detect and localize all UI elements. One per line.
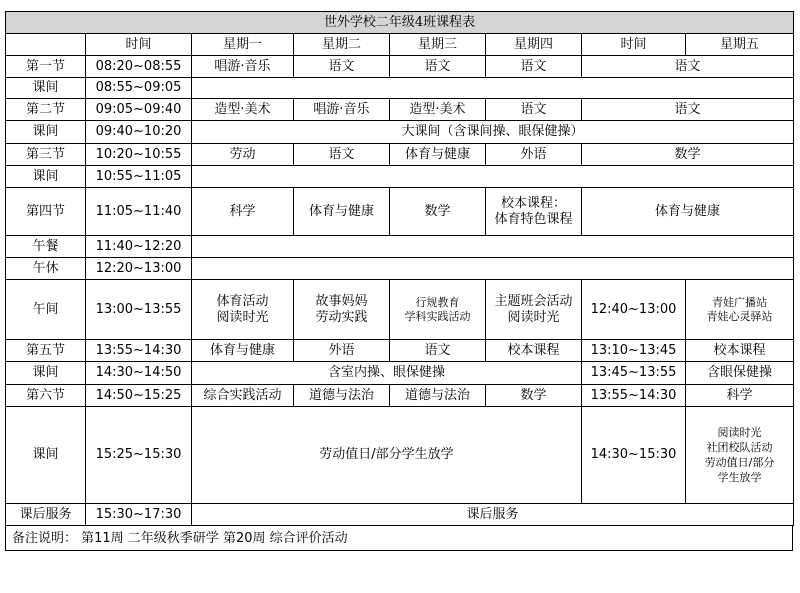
cell-wednesday (390, 280, 486, 340)
table-row (6, 188, 794, 236)
cell-wednesday: 语文 (390, 340, 486, 362)
cell-empty (192, 258, 794, 280)
table-row (6, 280, 794, 340)
cell-monday: 劳动 (192, 144, 294, 166)
cell-friday-time: 14:30~15:30 (582, 407, 686, 504)
cell-monday (192, 280, 294, 340)
row-time: 09:40~10:20 (86, 121, 192, 144)
row-label: 课后服务 (6, 504, 86, 526)
cell-friday-time: 13:10~13:45 (582, 340, 686, 362)
cell-friday: 含眼保健操 (686, 362, 794, 385)
row-label: 午餐 (6, 236, 86, 258)
table-row (6, 166, 794, 188)
row-time: 15:30~17:30 (86, 504, 192, 526)
cell-thursday: 外语 (486, 144, 582, 166)
cell-line: 体育活动 (216, 293, 269, 309)
cell-wednesday: 数学 (390, 188, 486, 236)
cell-line: 社团校队活动 (706, 441, 773, 454)
row-label: 第三节 (6, 144, 86, 166)
cell-tuesday: 语文 (294, 144, 390, 166)
table-row (6, 385, 794, 407)
row-time: 12:20~13:00 (86, 258, 192, 280)
table-row (6, 504, 794, 526)
row-label: 课间 (6, 121, 86, 144)
cell-friday: 校本课程 (686, 340, 794, 362)
cell-line: 青娃心灵驿站 (706, 309, 773, 323)
cell-line: 学生放学 (717, 471, 762, 484)
row-label: 第二节 (6, 99, 86, 121)
table-row (6, 99, 794, 121)
timetable-sheet (5, 11, 793, 551)
cell-line: 阅读时光 (507, 309, 560, 325)
header-time: 时间 (86, 34, 192, 56)
row-label: 第五节 (6, 340, 86, 362)
row-label: 第一节 (6, 56, 86, 78)
cell-tuesday: 道德与法治 (294, 385, 390, 407)
cell-thursday: 数学 (486, 385, 582, 407)
cell-empty (192, 236, 794, 258)
row-label: 课间 (6, 407, 86, 504)
row-label: 午休 (6, 258, 86, 280)
row-label: 课间 (6, 78, 86, 99)
row-time: 08:55~09:05 (86, 78, 192, 99)
cell-monday: 造型·美术 (192, 99, 294, 121)
cell-wednesday: 体育与健康 (390, 144, 486, 166)
table-row (6, 340, 794, 362)
cell-tuesday: 体育与健康 (294, 188, 390, 236)
cell-monday: 体育与健康 (192, 340, 294, 362)
cell-tuesday: 语文 (294, 56, 390, 78)
cell-tuesday: 外语 (294, 340, 390, 362)
cell-wednesday: 道德与法治 (390, 385, 486, 407)
row-label: 第六节 (6, 385, 86, 407)
row-time: 13:00~13:55 (86, 280, 192, 340)
cell-line: 主题班会活动 (494, 293, 573, 309)
header-thursday: 星期四 (486, 34, 582, 56)
cell-monday: 科学 (192, 188, 294, 236)
row-time: 11:40~12:20 (86, 236, 192, 258)
row-time: 10:20~10:55 (86, 144, 192, 166)
cell-line: 行规教育 (415, 295, 460, 309)
row-time: 14:50~15:25 (86, 385, 192, 407)
cell-monday: 唱游·音乐 (192, 56, 294, 78)
cell-wednesday: 语文 (390, 56, 486, 78)
header-wednesday: 星期三 (390, 34, 486, 56)
cell-friday: 语文 (582, 99, 794, 121)
table-row (6, 144, 794, 166)
row-time: 08:20~08:55 (86, 56, 192, 78)
page-title: 世外学校二年级4班课程表 (6, 12, 794, 34)
header-row (6, 34, 794, 56)
cell-line: 阅读时光 (717, 426, 762, 439)
table-row (6, 236, 794, 258)
cell-span: 劳动值日/部分学生放学 (192, 407, 582, 504)
cell-tuesday (294, 280, 390, 340)
cell-tuesday: 唱游·音乐 (294, 99, 390, 121)
timetable (5, 11, 794, 526)
row-time: 15:25~15:30 (86, 407, 192, 504)
cell-friday: 数学 (582, 144, 794, 166)
cell-thursday: 校本课程 (486, 340, 582, 362)
row-time: 11:05~11:40 (86, 188, 192, 236)
cell-line: 学科实践活动 (404, 309, 471, 323)
row-label: 第四节 (6, 188, 86, 236)
cell-empty (192, 78, 794, 99)
table-row (6, 121, 794, 144)
cell-line: 劳动实践 (315, 309, 368, 325)
row-time: 14:30~14:50 (86, 362, 192, 385)
cell-thursday: 语文 (486, 99, 582, 121)
row-time: 13:55~14:30 (86, 340, 192, 362)
cell-span: 课后服务 (192, 504, 794, 526)
header-friday: 星期五 (686, 34, 794, 56)
cell-line: 校本课程： (500, 195, 566, 211)
cell-friday-time: 13:55~14:30 (582, 385, 686, 407)
header-tuesday: 星期二 (294, 34, 390, 56)
row-time: 10:55~11:05 (86, 166, 192, 188)
cell-friday: 科学 (686, 385, 794, 407)
cell-line: 青娃广播站 (712, 295, 768, 309)
cell-line: 劳动值日/部分 (704, 456, 775, 469)
cell-line: 故事妈妈 (315, 293, 368, 309)
cell-wednesday: 造型·美术 (390, 99, 486, 121)
cell-friday: 体育与健康 (582, 188, 794, 236)
row-label: 课间 (6, 362, 86, 385)
footnote: 备注说明： 第11周 二年级秋季研学 第20周 综合评价活动 (5, 526, 793, 551)
cell-friday (686, 280, 794, 340)
title-row (6, 12, 794, 34)
row-label: 课间 (6, 166, 86, 188)
cell-empty (192, 166, 794, 188)
table-row (6, 362, 794, 385)
cell-thursday: 语文 (486, 56, 582, 78)
cell-thursday (486, 188, 582, 236)
header-monday: 星期一 (192, 34, 294, 56)
cell-monday: 综合实践活动 (192, 385, 294, 407)
cell-friday (686, 407, 794, 504)
cell-thursday (486, 280, 582, 340)
cell-friday-time: 13:45~13:55 (582, 362, 686, 385)
header-corner (6, 34, 86, 56)
table-row (6, 56, 794, 78)
cell-line: 阅读时光 (216, 309, 269, 325)
cell-line: 体育特色课程 (494, 211, 573, 227)
table-row (6, 78, 794, 99)
cell-span: 含室内操、眼保健操 (192, 362, 582, 385)
header-friday-time: 时间 (582, 34, 686, 56)
row-time: 09:05~09:40 (86, 99, 192, 121)
table-row (6, 407, 794, 504)
cell-friday-time: 12:40~13:00 (582, 280, 686, 340)
row-label: 午间 (6, 280, 86, 340)
table-row (6, 258, 794, 280)
cell-friday: 语文 (582, 56, 794, 78)
cell-span: 大课间（含课间操、眼保健操） (192, 121, 794, 144)
